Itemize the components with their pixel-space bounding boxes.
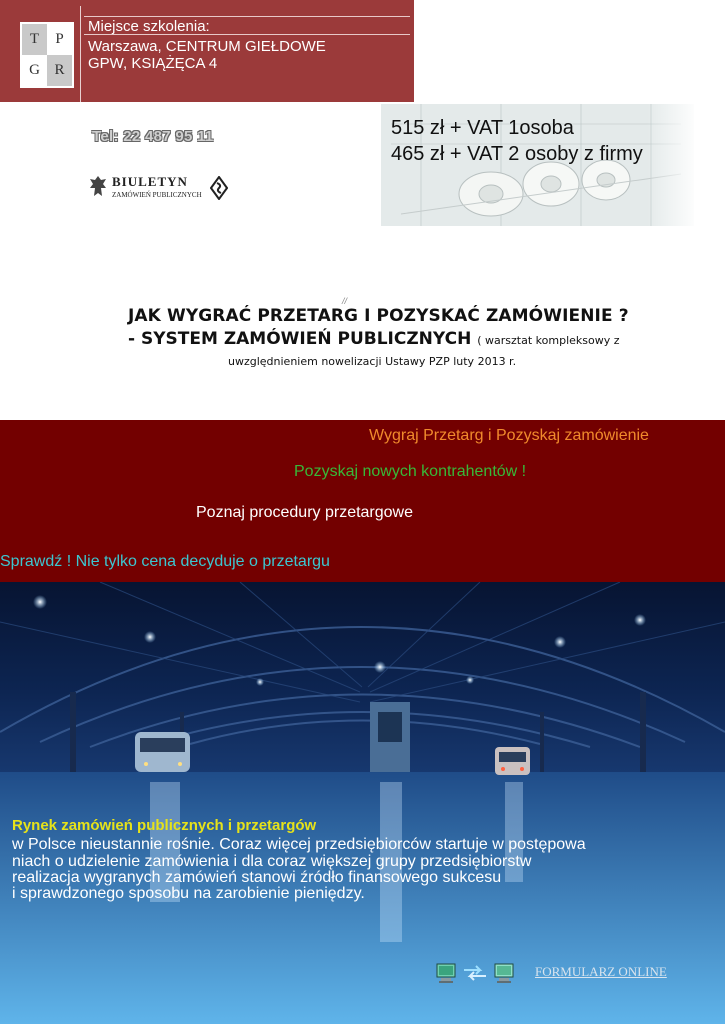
header-divider xyxy=(80,6,81,102)
title-mark: // xyxy=(342,296,348,306)
bip-subtitle: ZAMÓWIEŃ PUBLICZNYCH xyxy=(112,191,202,199)
header-rule xyxy=(84,16,410,17)
company-logo xyxy=(20,22,74,88)
online-form-link[interactable]: FORMULARZ ONLINE xyxy=(535,964,667,979)
train-station-photo xyxy=(0,582,725,1024)
slogan-procedures: Poznaj procedury przetargowe xyxy=(196,504,414,521)
training-address-line: Warszawa, CENTRUM GIEŁDOWE xyxy=(88,38,326,55)
price-single: 515 zł + VAT 1osoba xyxy=(391,117,574,139)
promo-text-line: realizacja wygranych zamówień stanowi źródło finansowego sukcesu xyxy=(12,869,502,886)
monitor-icon xyxy=(494,962,514,984)
promo-heading: Rynek zamówień publicznych i przetargów xyxy=(12,817,317,834)
logo-letter-g: G xyxy=(29,62,40,78)
slogan-win-tender: Wygraj Przetarg i Pozyskaj zamówienie xyxy=(369,427,649,444)
slogan-check: Sprawdź ! Nie tylko cena decyduje o przetargu xyxy=(0,553,330,570)
training-address-line: GPW, KSIĄŻĘCA 4 xyxy=(88,55,218,72)
promo-text-line: i sprawdzonego sposobu na zarobienie pieniędzy. xyxy=(12,885,365,902)
subtitle-continuation: uwzględnieniem nowelizacji Ustawy PZP luty 2013 r. xyxy=(228,355,517,368)
logo-letter-r: R xyxy=(47,55,72,86)
monitor-icon xyxy=(436,962,456,984)
logo-letter-t: T xyxy=(22,24,47,55)
bip-title: BIULETYN xyxy=(112,174,188,189)
price-two-persons: 465 zł + VAT 2 osoby z firmy xyxy=(391,143,643,165)
subtitle-text: - SYSTEM ZAMÓWIEŃ PUBLICZNYCH xyxy=(128,329,472,349)
slogan-new-clients: Pozyskaj nowych kontrahentów ! xyxy=(294,463,527,480)
promo-text-line: w Polsce nieustannie rośnie. Coraz więcej przedsiębiorców startuje w postępowa xyxy=(12,836,586,853)
train-station-illustration xyxy=(0,582,725,1024)
arrows-icon xyxy=(462,964,488,982)
subtitle-note: ( warsztat kompleksowy z xyxy=(477,334,620,347)
bip-mark-icon xyxy=(210,176,228,200)
logo-letter-p: P xyxy=(55,31,64,47)
online-form-area[interactable] xyxy=(436,960,696,988)
promo-text-line: niach o udzielenie zamówienia i dla coraz większej grupy przedsiębiorstw xyxy=(12,853,532,870)
page-title: JAK WYGRAĆ PRZETARG I POZYSKAĆ ZAMÓWIENIE ? xyxy=(128,306,629,326)
page-subtitle xyxy=(128,329,620,349)
training-location-label: Miejsce szkolenia: xyxy=(88,18,210,35)
eagle-emblem-icon xyxy=(88,174,108,200)
phone-number: Tel: 22 487 95 11 xyxy=(92,128,214,145)
bip-logo xyxy=(88,172,230,206)
